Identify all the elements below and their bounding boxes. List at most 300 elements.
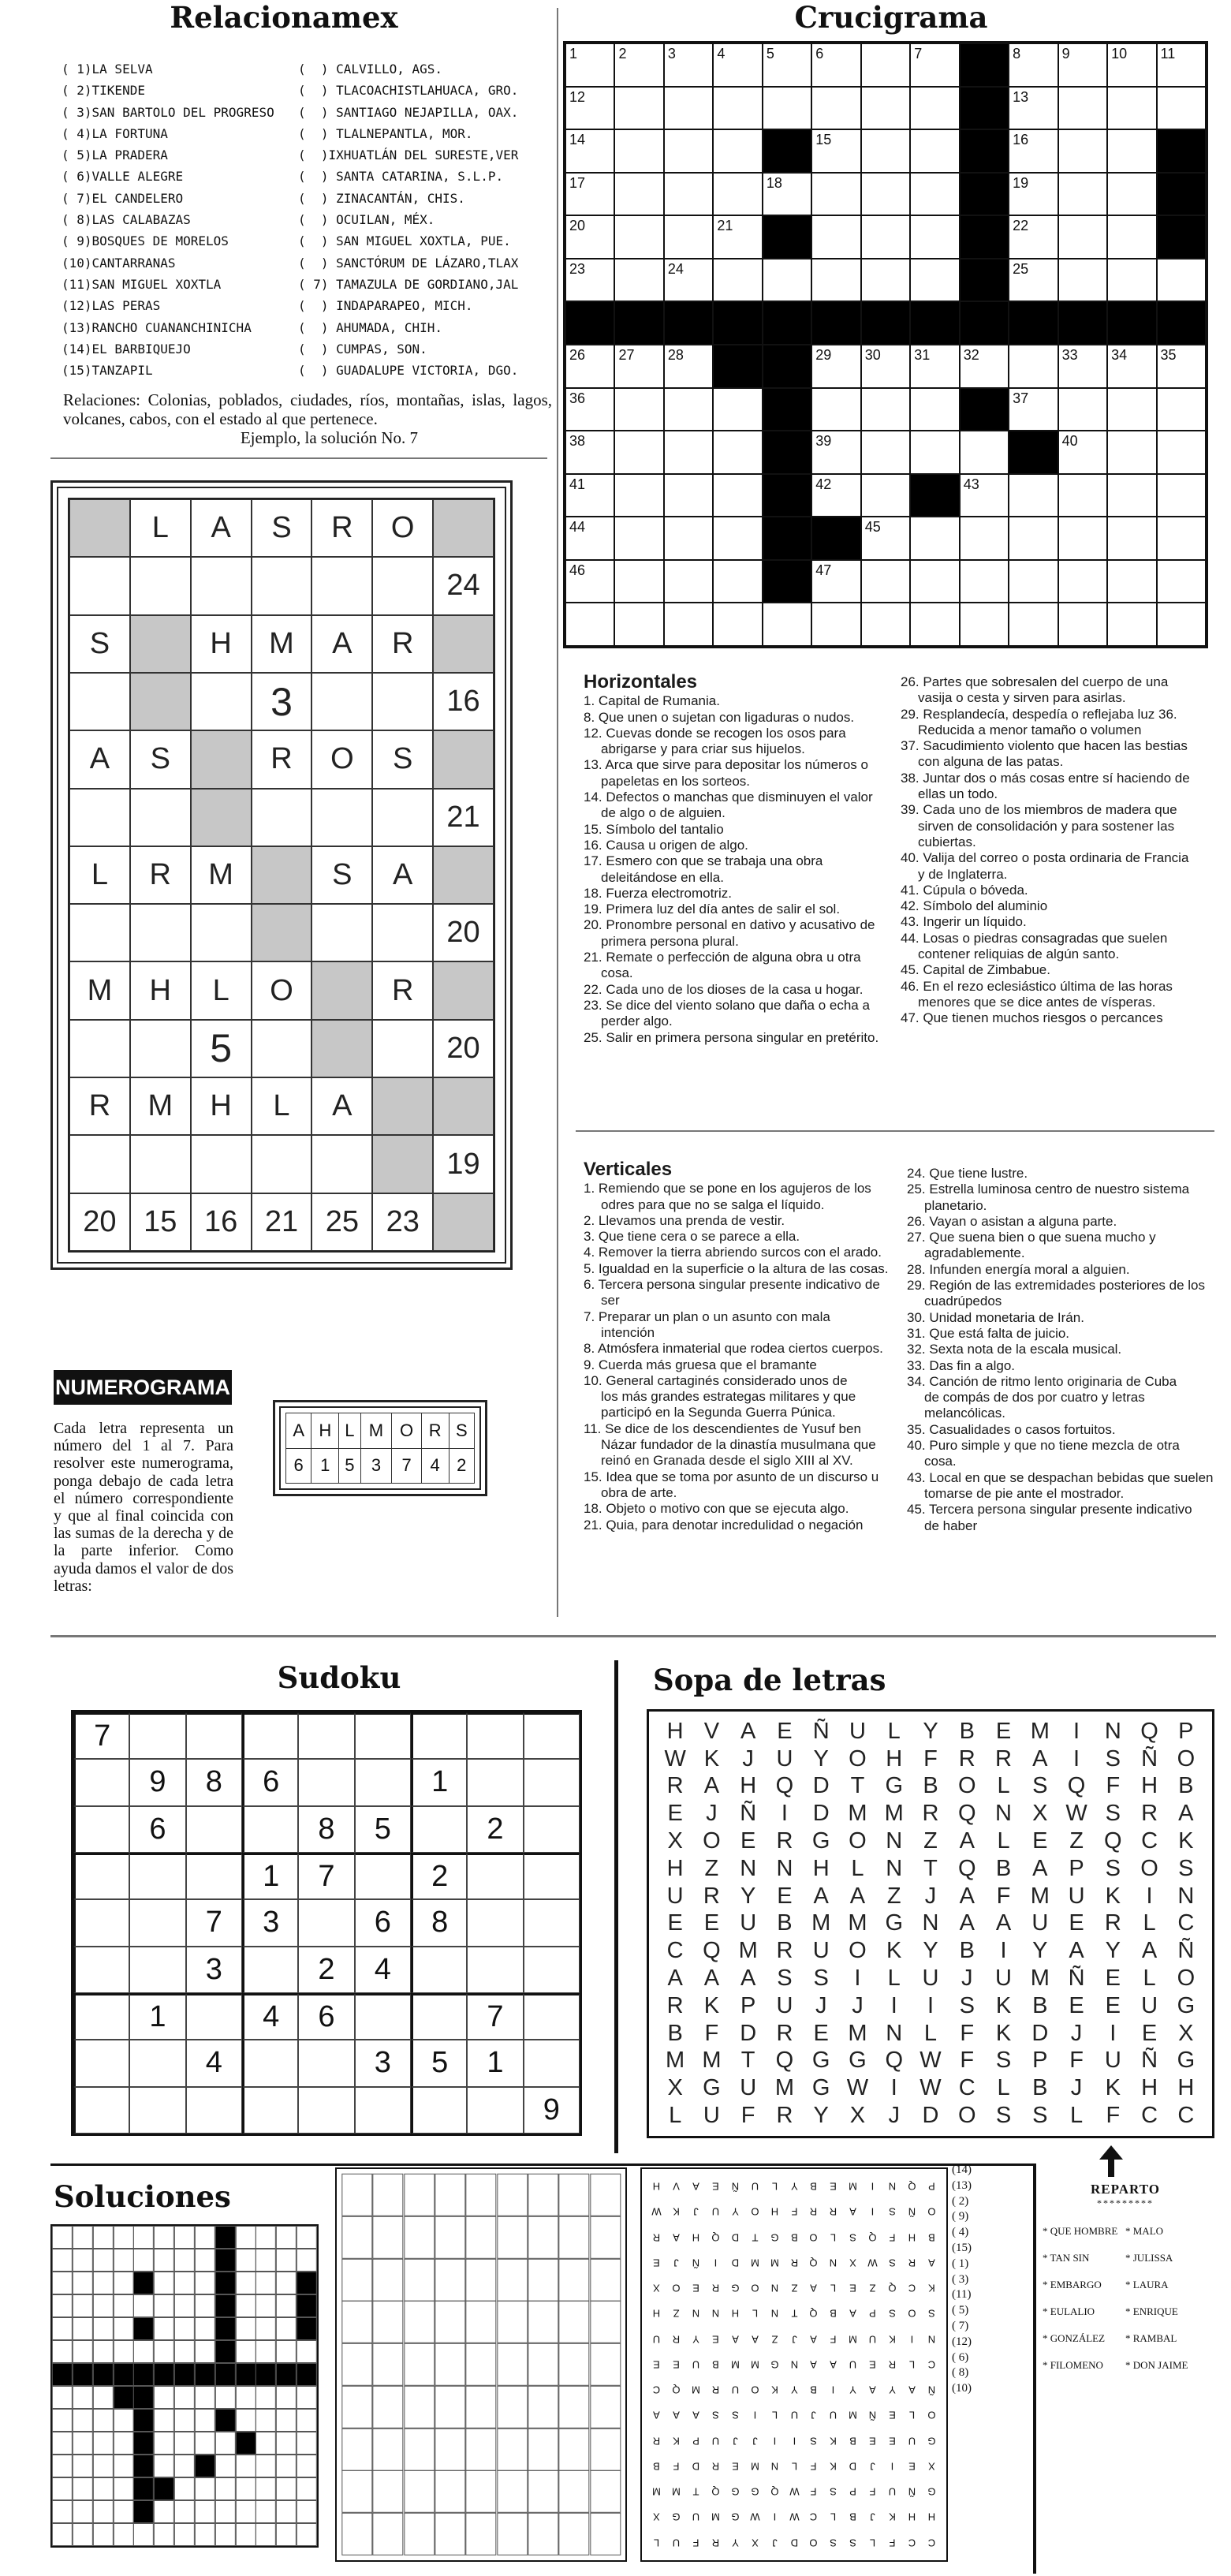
crossword-cell <box>713 431 762 474</box>
crossword-cell <box>1107 301 1156 345</box>
numerograma-cell: S <box>372 730 433 788</box>
solution-cell <box>73 2226 93 2249</box>
clue-line: menores que se dice antes de vísperas. <box>918 994 1156 1010</box>
numerograma-cell <box>311 961 372 1019</box>
sudoku-cell: 1 <box>467 2040 523 2086</box>
solution-cell: W <box>651 2205 662 2218</box>
crossword-cell <box>960 603 1009 646</box>
crossword-cell <box>1157 517 1206 560</box>
clue-line: 17. Esmero con que se trabaja una obra <box>584 853 823 869</box>
word-search-letter: O <box>1140 1855 1158 1881</box>
word-search-letter: S <box>995 2048 1012 2074</box>
solution-cell <box>256 2340 276 2363</box>
solution-cell <box>114 2523 134 2546</box>
sudoku-cell: 7 <box>73 1712 129 1759</box>
solution-cell: B <box>810 2384 818 2396</box>
clue-line: 45. Tercera persona singular presente indicativo <box>907 1502 1192 1518</box>
solution-cell: S <box>889 2205 896 2218</box>
sudoku-cell <box>355 1993 411 2040</box>
count-item: ( 7) <box>952 2319 969 2332</box>
solution-cell <box>114 2272 134 2294</box>
clue-line: 32. Sexta nota de la escala musical. <box>907 1342 1122 1357</box>
solution-cell <box>590 2343 621 2386</box>
word-search-letter: Z <box>923 1828 938 1854</box>
crossword-cell <box>713 129 762 173</box>
sudoku-cell <box>129 1712 185 1759</box>
clue-line: 28. Infunden energía moral a alguien. <box>907 1261 1130 1277</box>
solution-cell <box>154 2455 174 2477</box>
solution-cell: N <box>888 2180 897 2193</box>
solution-cell: F <box>810 2485 817 2498</box>
clue-line: 26. Partes que sobresalen del cuerpo de una <box>901 674 1169 689</box>
word-search-letter: A <box>959 1910 975 1936</box>
relacionamex-row <box>62 144 550 166</box>
word-search-letter: J <box>1070 2020 1083 2046</box>
crossword-cell <box>910 388 959 431</box>
crossword-number: 41 <box>569 476 586 492</box>
solution-cell <box>404 2259 435 2302</box>
solution-cell <box>256 2500 276 2523</box>
solution-cell: A <box>849 2205 857 2218</box>
numerograma-cell: H <box>130 961 191 1019</box>
clue-line: tomarse de pie ante el mostrador. <box>924 1485 1125 1501</box>
solution-cell <box>195 2226 215 2249</box>
solution-cell: X <box>928 2460 935 2473</box>
word-search-letter: F <box>1069 2048 1084 2074</box>
crossword-cell <box>960 517 1009 560</box>
solution-cell <box>297 2317 317 2340</box>
crossword-cell <box>910 87 959 130</box>
word-search-letter: A <box>849 1883 866 1909</box>
word-search-letter: A <box>740 1718 756 1744</box>
reparto-stars: ********* <box>1097 2197 1154 2208</box>
word-search-letter: S <box>777 1966 793 1992</box>
solution-cell <box>133 2294 154 2317</box>
relacionamex-match: ( ) ZINACANTÁN, CHIS. <box>298 190 465 206</box>
word-search-letter: U <box>666 1883 684 1909</box>
numerograma-cell: A <box>311 1077 372 1135</box>
word-search-letter: B <box>959 1938 975 1964</box>
word-search-letter: S <box>1105 1745 1121 1771</box>
solution-cell <box>174 2317 195 2340</box>
crossword-cell <box>910 129 959 173</box>
relacionamex-row <box>62 252 550 274</box>
solution-cell <box>590 2470 621 2513</box>
solution-cell: O <box>908 2307 916 2320</box>
solution-cell: H <box>927 2511 936 2524</box>
crossword-cell <box>811 215 860 259</box>
numerograma-cell: S <box>311 846 372 904</box>
crossword-number: 35 <box>1160 347 1177 363</box>
solution-cell <box>528 2470 558 2513</box>
solution-cell <box>154 2340 174 2363</box>
numerograma-cell <box>191 730 252 788</box>
word-search-letter: Q <box>1067 1773 1086 1799</box>
word-search-letter: C <box>1177 1910 1195 1936</box>
crossword-cell <box>861 43 910 87</box>
word-search-letter: A <box>1032 1855 1048 1881</box>
word-search-letter: S <box>1178 1855 1194 1881</box>
clue-line: Reducida a menor tamaño o volumen <box>918 722 1142 737</box>
word-search-letter: H <box>666 1718 684 1744</box>
solution-cell <box>435 2301 465 2343</box>
numerograma-cell <box>372 904 433 961</box>
word-search-letter: Y <box>1032 1938 1048 1964</box>
solution-cell: Ñ <box>908 2205 916 2218</box>
solution-cell <box>297 2523 317 2546</box>
word-search-letter: H <box>1177 2075 1195 2101</box>
sudoku-cell <box>73 1806 129 1853</box>
solution-cell <box>93 2340 114 2363</box>
word-search-letter: Q <box>1140 1718 1158 1744</box>
word-search-letter: B <box>1178 1773 1194 1799</box>
clue-line: vasija o cesta y sirven para asirlas. <box>918 690 1126 706</box>
word-search-letter: X <box>1178 2020 1194 2046</box>
clue-line: intención <box>601 1324 655 1340</box>
crossword-cell <box>713 87 762 130</box>
solution-cell: J <box>870 2460 875 2473</box>
numerograma-cell: A <box>311 615 372 673</box>
numerograma-cell: O <box>311 730 372 788</box>
solution-cell: E <box>711 2180 719 2193</box>
crossword-number: 9 <box>1061 46 1070 62</box>
crossword-cell <box>861 388 910 431</box>
solution-cell <box>297 2340 317 2363</box>
word-search-letter: B <box>777 1910 793 1936</box>
solution-cell: Y <box>731 2205 739 2218</box>
solution-cell <box>73 2249 93 2272</box>
solution-cell <box>276 2455 297 2477</box>
word-search-letter: G <box>1177 2048 1196 2074</box>
solution-cell: I <box>773 2435 776 2447</box>
relacionamex-row <box>62 295 550 316</box>
solution-cell: U <box>849 2358 857 2371</box>
word-search-letter: U <box>776 1992 793 2018</box>
sudoku-cell <box>524 1806 580 1853</box>
solution-cell: E <box>653 2257 660 2269</box>
relacionamex-item: (11)SAN MIGUEL XOXTLA <box>62 276 222 292</box>
solution-cell <box>297 2249 317 2272</box>
numerograma-cell <box>252 789 312 846</box>
clue-line: 31. Que está falta de juicio. <box>907 1325 1070 1341</box>
numerograma-frame <box>50 480 513 1270</box>
crossword-number: 14 <box>569 132 586 148</box>
count-item: (14) <box>952 2163 972 2176</box>
solution-cell <box>404 2174 435 2216</box>
word-search-letter: C <box>958 2075 975 2101</box>
solution-cell <box>174 2272 195 2294</box>
key-value: 4 <box>421 1448 449 1484</box>
word-search-letter: G <box>1177 1992 1196 2018</box>
crossword-cell <box>1058 43 1107 87</box>
solution-cell: Q <box>711 2485 720 2498</box>
numerograma-cell: M <box>252 615 312 673</box>
crossword-cell <box>1009 388 1058 431</box>
clue-line: 18. Fuerza electromotriz. <box>584 885 733 901</box>
solution-cell <box>195 2317 215 2340</box>
solution-cell <box>195 2272 215 2294</box>
clues-horizontales-title: Horizontales <box>584 671 698 693</box>
crossword-cell <box>713 345 762 388</box>
crossword-number: 27 <box>618 347 635 363</box>
solution-cell <box>93 2249 114 2272</box>
sudoku-cell <box>73 1947 129 1993</box>
solution-cell: M <box>849 2333 858 2346</box>
solution-cell: G <box>927 2485 936 2498</box>
solution-cell <box>465 2216 496 2259</box>
crossword-cell <box>1009 345 1058 388</box>
numerograma-cell <box>311 789 372 846</box>
word-search-letter: L <box>997 1828 1010 1854</box>
relacionamex-item: ( 3)SAN BARTOLO DEL PROGRESO <box>62 104 274 120</box>
numerograma-cell: R <box>311 499 372 557</box>
crossword-cell <box>1107 474 1156 517</box>
clue-line: 14. Defectos o manchas que disminuyen el valor <box>584 790 873 805</box>
crossword-number: 46 <box>569 562 586 578</box>
crossword-cell <box>565 173 614 216</box>
word-search-letter: F <box>704 2020 719 2046</box>
solution-cell: O <box>751 2384 759 2396</box>
solution-cell <box>133 2340 154 2363</box>
solution-cell <box>236 2363 256 2386</box>
clue-line: de compás de dos por cuatro y letras <box>924 1390 1145 1406</box>
crossword-cell <box>960 87 1009 130</box>
clue-line: 29. Resplandecía, despedía o reflejaba luz 36. <box>901 706 1177 722</box>
sudoku-cell: 7 <box>467 1993 523 2040</box>
count-item: ( 3) <box>952 2272 969 2286</box>
solution-cell <box>297 2226 317 2249</box>
word-search-letter: L <box>997 2075 1010 2101</box>
clue-line: 34. Canción de ritmo lento originaria de Cuba <box>907 1373 1177 1389</box>
divider <box>557 8 558 1617</box>
word-search-letter: H <box>740 1773 757 1799</box>
reparto-name: * QUE HOMBRE <box>1043 2225 1118 2237</box>
crossword-number: 33 <box>1061 347 1078 363</box>
clue-line: 16. Causa u origen de algo. <box>584 837 748 853</box>
solution-cell <box>73 2455 93 2477</box>
solution-cell <box>114 2500 134 2523</box>
sudoku-cell: 6 <box>129 1806 185 1853</box>
crossword-cell <box>1058 173 1107 216</box>
crossword-cell <box>861 603 910 646</box>
word-search-letter: D <box>740 2020 757 2046</box>
solution-cell <box>154 2317 174 2340</box>
solution-cell: P <box>692 2435 699 2447</box>
solution-cell <box>372 2216 403 2259</box>
crossword-cell <box>960 560 1009 603</box>
solution-cell: Y <box>849 2384 857 2396</box>
crossword-cell <box>1107 173 1156 216</box>
crossword-cell <box>763 560 811 603</box>
word-search-letter: S <box>995 2103 1012 2129</box>
crossword-cell <box>1157 474 1206 517</box>
solution-cell <box>174 2500 195 2523</box>
crossword-cell <box>1157 301 1206 345</box>
solution-cell <box>256 2363 276 2386</box>
numerograma-cell: M <box>191 846 252 904</box>
word-search-letter: E <box>995 1718 1012 1744</box>
solution-cell <box>195 2523 215 2546</box>
solution-cell: U <box>790 2410 798 2422</box>
numerograma-cell <box>69 673 130 730</box>
solution-cell <box>174 2249 195 2272</box>
numerograma-cell <box>311 673 372 730</box>
numerograma-cell <box>372 789 433 846</box>
clue-line: ellas un todo. <box>918 786 998 802</box>
sudoku-cell <box>73 1853 129 1899</box>
count-item: (13) <box>952 2178 972 2192</box>
crossword-cell <box>910 560 959 603</box>
numerograma-cell <box>311 1135 372 1193</box>
sudoku-cell <box>129 1899 185 1946</box>
crossword-cell <box>763 474 811 517</box>
crossword-number: 30 <box>864 347 881 363</box>
relacionamex-row <box>62 338 550 360</box>
word-search-letter: U <box>922 1966 939 1992</box>
sudoku-cell <box>467 1947 523 1993</box>
relacionamex-match: ( ) GUADALUPE VICTORIA, DGO. <box>298 363 519 379</box>
solution-cell <box>73 2272 93 2294</box>
crossword-number: 19 <box>1013 174 1029 191</box>
solution-cell: S <box>849 2537 857 2549</box>
numerograma-cell <box>372 557 433 614</box>
key-value: 3 <box>360 1448 392 1484</box>
crossword-number: 7 <box>914 46 923 62</box>
solution-cell: I <box>890 2460 894 2473</box>
numerograma-cell <box>130 1020 191 1077</box>
crossword-number: 17 <box>569 174 586 191</box>
solution-cell <box>174 2477 195 2500</box>
word-search-letter: S <box>1032 1773 1048 1799</box>
word-search-letter: Q <box>703 1938 721 1964</box>
clue-line: 11. Se dice de los descendientes de Yusuf ben <box>584 1421 861 1436</box>
solution-cell: R <box>810 2205 818 2218</box>
solution-cell <box>93 2294 114 2317</box>
solution-cell <box>133 2500 154 2523</box>
solution-cell: T <box>752 2231 759 2244</box>
solution-cell: M <box>711 2511 720 2524</box>
solution-cell: M <box>750 2358 759 2371</box>
numerograma-cell: O <box>372 499 433 557</box>
clue-line: 43. Local en que se despachan bebidas que suelen <box>907 1469 1214 1485</box>
solution-cell: K <box>830 2435 837 2447</box>
numerograma-cell: R <box>69 1077 130 1135</box>
solution-cell <box>154 2226 174 2249</box>
word-search-letter: N <box>776 1855 793 1881</box>
solution-cell <box>558 2470 589 2513</box>
crossword-number: 37 <box>1013 390 1029 406</box>
solution-cell <box>133 2249 154 2272</box>
solution-cell: I <box>773 2511 776 2524</box>
crossword-cell <box>664 87 713 130</box>
arrow-up-icon <box>1099 2145 1123 2177</box>
solution-cell <box>372 2513 403 2555</box>
numerograma-cell <box>433 499 494 557</box>
solution-cell <box>154 2500 174 2523</box>
crossword-cell <box>811 43 860 87</box>
numerograma-key <box>273 1400 487 1496</box>
solution-cell: A <box>810 2358 818 2371</box>
solution-cell <box>114 2409 134 2432</box>
numerograma-cell: 23 <box>372 1193 433 1251</box>
solution-cell <box>590 2174 621 2216</box>
clue-line: 30. Unidad monetaria de Irán. <box>907 1309 1084 1325</box>
clue-line: papeletas en los sorteos. <box>601 773 751 789</box>
word-search-letter: H <box>666 1855 684 1881</box>
crossword-number: 12 <box>569 88 586 105</box>
sudoku-cell <box>467 1899 523 1946</box>
solution-cell <box>528 2429 558 2471</box>
solution-cell <box>341 2386 372 2429</box>
crossword-cell <box>565 215 614 259</box>
solution-cell: R <box>888 2358 897 2371</box>
clue-line: y de Inglaterra. <box>918 866 1008 882</box>
sudoku-cell <box>186 2087 242 2134</box>
word-search-letter: N <box>1104 1718 1121 1744</box>
word-search-letter: S <box>1105 1801 1121 1827</box>
solution-cell: G <box>927 2435 936 2447</box>
word-search-letter: N <box>886 2020 903 2046</box>
solution-cell <box>114 2363 134 2386</box>
count-item: (10) <box>952 2382 972 2395</box>
sudoku-cell: 8 <box>298 1806 354 1853</box>
word-search-letter: Y <box>923 1718 938 1744</box>
solution-cell: C <box>652 2384 661 2396</box>
word-search-letter: X <box>849 2103 866 2129</box>
relacionamex-match: ( ) OCUILAN, MÉX. <box>298 212 435 228</box>
crossword-number: 25 <box>1013 260 1029 277</box>
sudoku-cell <box>129 1947 185 1993</box>
solution-cell <box>465 2301 496 2343</box>
crossword-cell <box>614 474 663 517</box>
solution-cell: O <box>672 2282 681 2294</box>
crossword-cell <box>1058 474 1107 517</box>
crossword-cell <box>861 345 910 388</box>
clue-line: 47. Que tienen muchos riesgos o percances <box>901 1010 1163 1026</box>
word-search-letter: K <box>886 1938 902 1964</box>
solution-cell: R <box>711 2460 719 2473</box>
clue-line: 15. Idea que se toma por asunto de un discurso u <box>584 1469 879 1484</box>
solution-cell: E <box>849 2282 857 2294</box>
solution-cell: M <box>750 2460 759 2473</box>
word-search-letter: Q <box>1104 1828 1122 1854</box>
relacionamex-list <box>62 58 550 381</box>
word-search-letter: S <box>959 1992 975 2018</box>
clue-line: 8. Que unen o sujetan con ligaduras o nudos. <box>584 709 855 725</box>
word-search-letter: K <box>703 1992 720 2018</box>
solution-cell <box>558 2343 589 2386</box>
word-search-letter: A <box>959 1883 975 1909</box>
word-search-letter: F <box>740 2103 755 2129</box>
word-search-grid <box>647 1709 1214 2138</box>
solution-cell <box>276 2294 297 2317</box>
solution-cell <box>590 2301 621 2343</box>
solution-cell: O <box>809 2537 818 2549</box>
numerograma-cell <box>433 730 494 788</box>
solution-cell: F <box>889 2537 896 2549</box>
solution-cell: T <box>692 2485 699 2498</box>
solution-cell: A <box>751 2333 759 2346</box>
solution-cell <box>174 2455 195 2477</box>
crossword-number: 39 <box>815 433 832 450</box>
word-search-letter: Y <box>923 1938 938 1964</box>
word-search-letter: R <box>666 1992 684 2018</box>
crossword-cell <box>763 388 811 431</box>
word-search-letter: N <box>1177 1883 1195 1909</box>
solution-cell: Ñ <box>692 2257 700 2269</box>
solution-cell <box>73 2500 93 2523</box>
word-search-letter: Y <box>740 1883 756 1909</box>
